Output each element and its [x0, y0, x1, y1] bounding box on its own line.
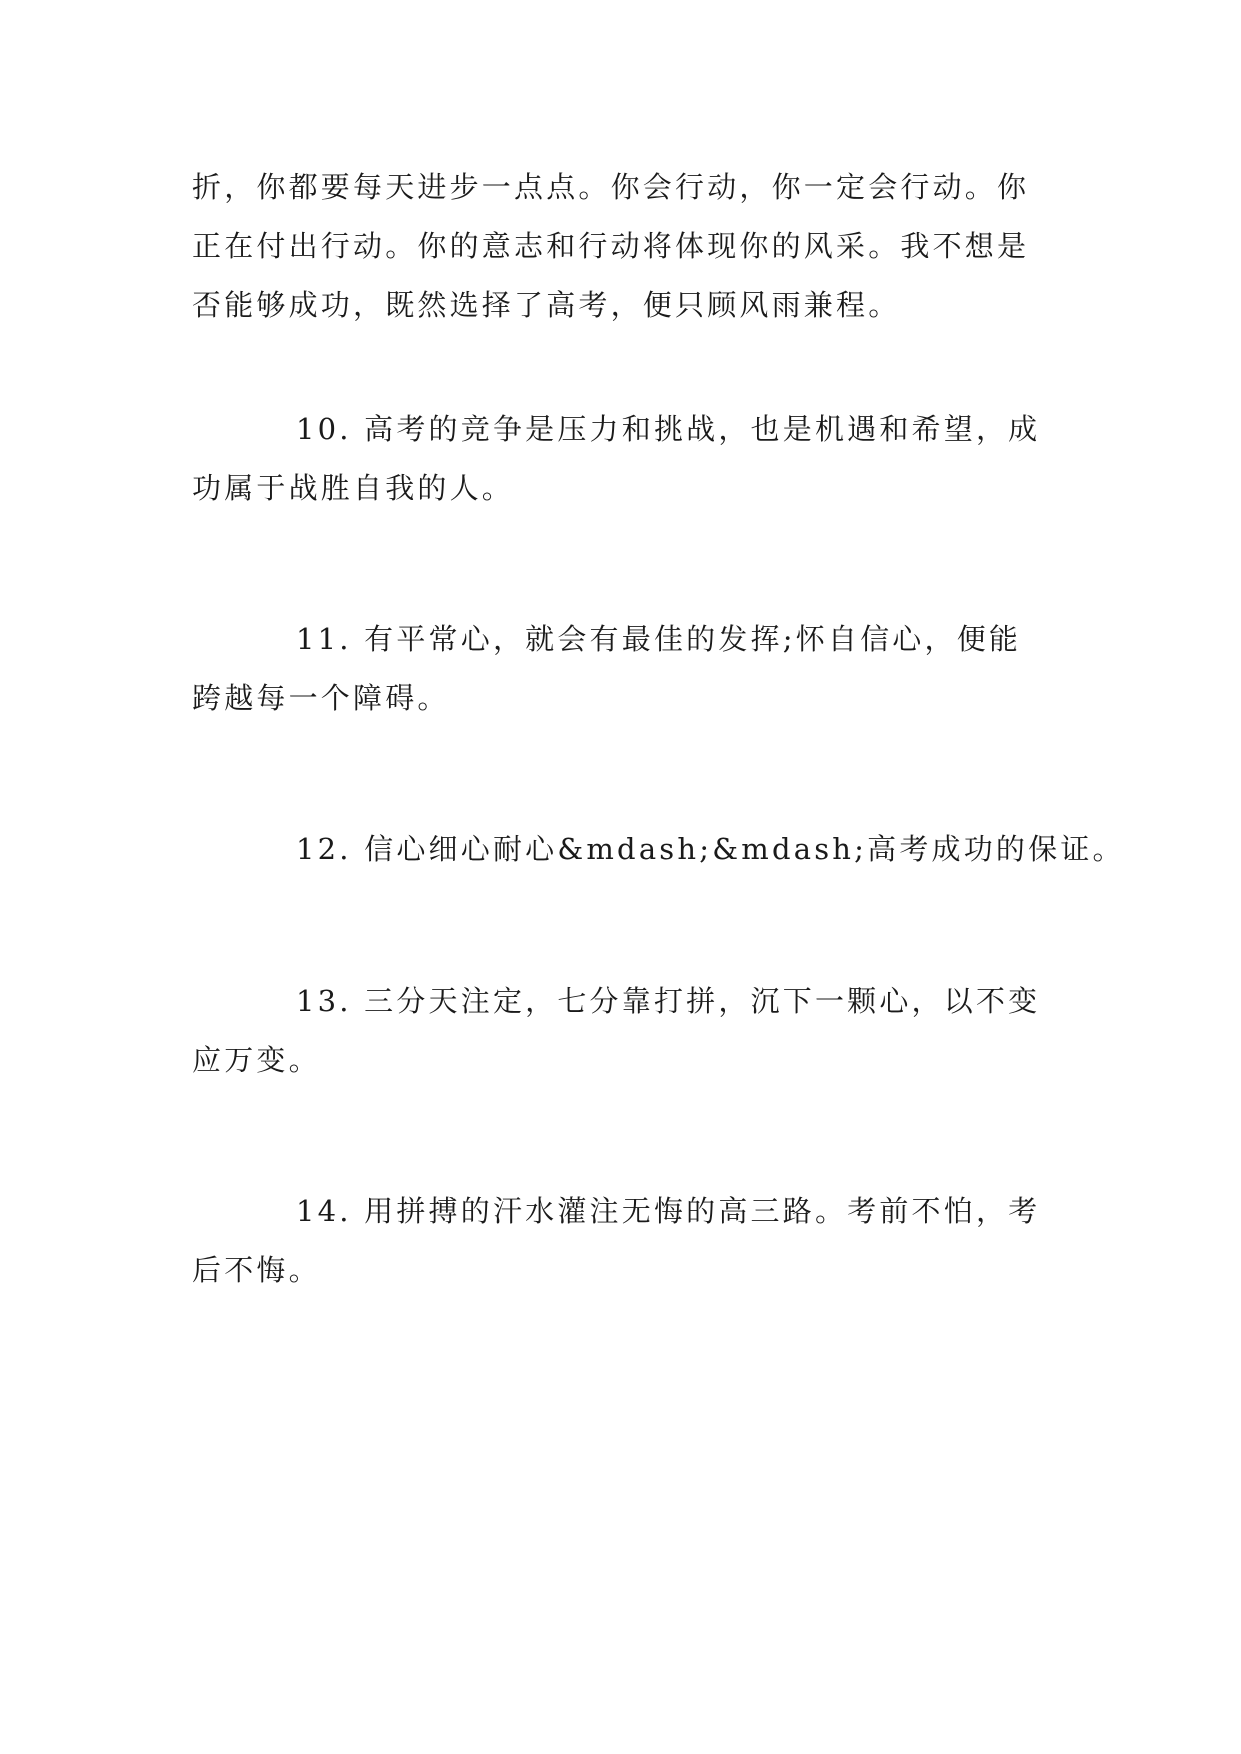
text-line: 13. 三分天注定，七分靠打拼，沉下一颗心，以不变 — [296, 984, 1041, 1018]
paragraph-continuation — [192, 158, 1072, 335]
text-line: 后不悔。 — [192, 1253, 321, 1287]
text-line: 12. 信心细心耐心&mdash;&mdash;高考成功的保证。 — [296, 832, 1125, 866]
text-line: 11. 有平常心，就会有最佳的发挥;怀自信心，便能 — [296, 622, 1022, 656]
text-line: 否能够成功，既然选择了高考，便只顾风雨兼程。 — [192, 288, 901, 322]
paragraph-item-12 — [192, 820, 1125, 879]
text-line: 正在付出行动。你的意志和行动将体现你的风采。我不想是 — [192, 229, 1030, 263]
text-line: 功属于战胜自我的人。 — [192, 471, 515, 505]
paragraph-item-10 — [192, 400, 1072, 518]
text-line: 应万变。 — [192, 1043, 321, 1077]
text-line: 10. 高考的竞争是压力和挑战，也是机遇和希望，成 — [296, 412, 1041, 446]
paragraph-item-14 — [192, 1182, 1072, 1300]
text-line: 跨越每一个障碍。 — [192, 681, 450, 715]
text-line: 折，你都要每天进步一点点。你会行动，你一定会行动。你 — [192, 170, 1030, 204]
text-line: 14. 用拼搏的汗水灌注无悔的高三路。考前不怕，考 — [296, 1194, 1041, 1228]
paragraph-item-11 — [192, 610, 1072, 728]
paragraph-item-13 — [192, 972, 1072, 1090]
